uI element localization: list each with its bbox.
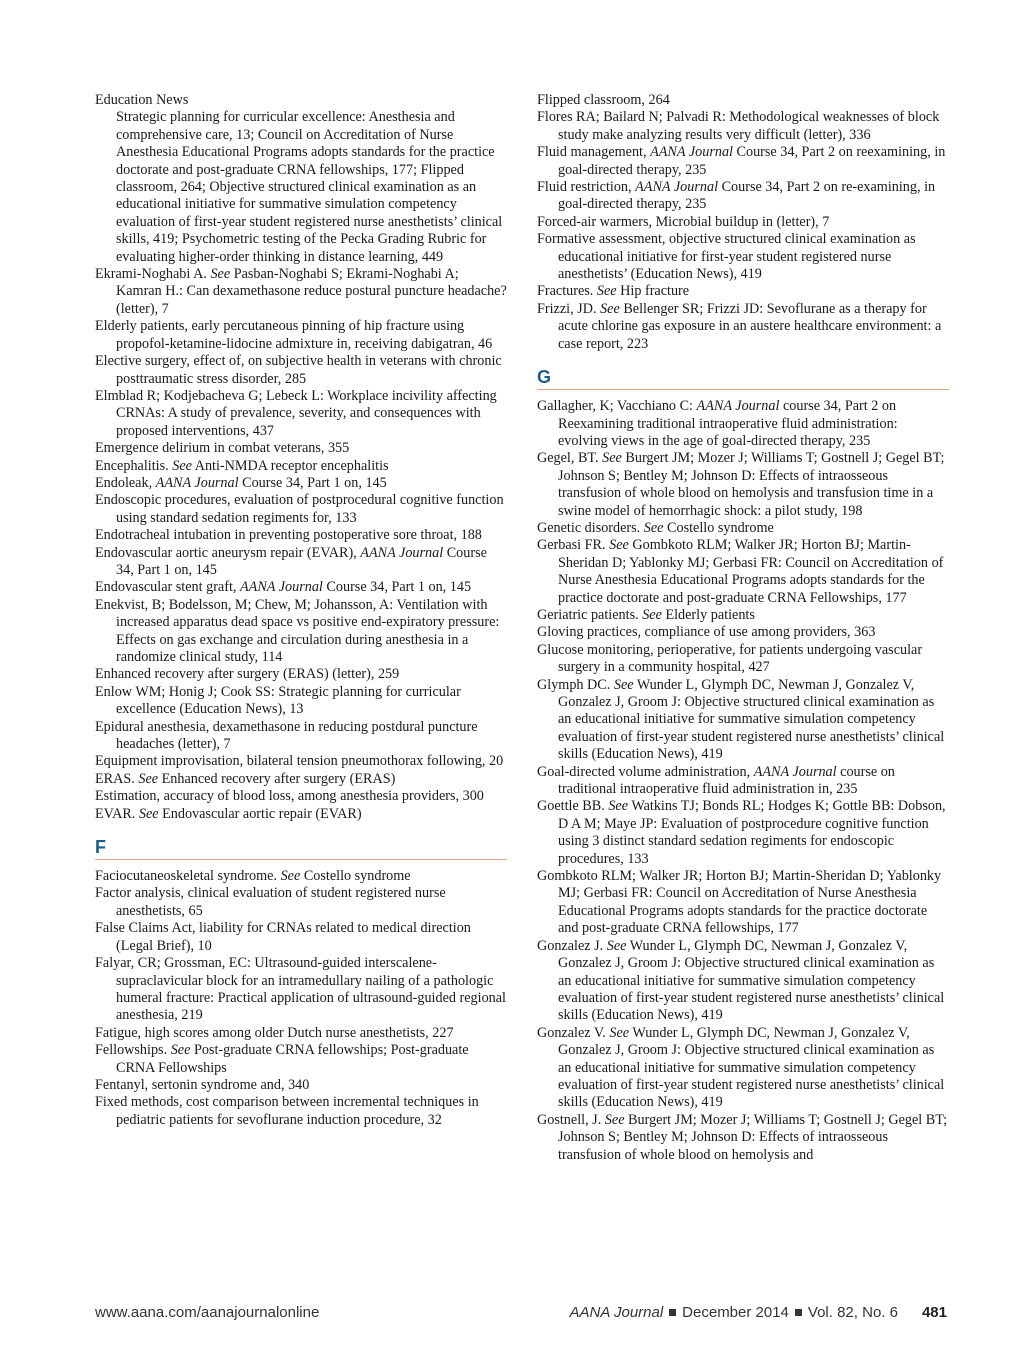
footer-journal: AANA Journal [569,1304,664,1321]
index-entry: Emergence delirium in combat veterans, 355 [95,440,350,457]
footer-volume: Vol. 82, No. 6 [807,1304,898,1321]
index-entry: Formative assessment, objective structured clinical examination as educational initiative for first-year student registered nurse anesthetists’ (Education News), 419 [537,231,916,283]
index-entry: Strategic planning for curricular excellence: Anesthesia and comprehensive care, 13; Council on Accreditation of Nurse Anesthesia Educational Programs adopts standards for the practice doctorate and post-graduate CRNA fellowships, 177; Flipped classroom, 264; Objective structured clinical examination as an educational initiative for summative simulation competency evaluation of first-year student registered nurse anesthetists’ clinical skills, 419; Psychometric testing of the Pecka Grading Rubric for evaluating higher-order thinking in distance learning, 449 [116,109,503,265]
index-entry: EVAR. See Endovascular aortic repair (EVAR) [95,805,362,822]
footer-url: www.aana.com/aanajournalonline [95,1304,320,1321]
index-entry: Geriatric patients. See Elderly patients [537,606,755,623]
index-entry: Gonzalez J. See Wunder L, Glymph DC, Newman J, Gonzalez V, Gonzalez J, Groom J: Objective structured clinical examination as an educational initiative for summative simulation competency evaluation of first-year student registered nurse anesthetists’ clinical skills (Education News), 419 [537,937,945,1024]
index-entry: Flores RA; Bailard N; Palvadi R: Methodological weaknesses of block study make analyzing results very difficult (letter), 336 [537,109,940,143]
right-entries-a [537,92,949,353]
index-entry: Fractures. See Hip fracture [537,283,690,300]
index-entry: Fatigue, high scores among older Dutch nurse anesthetists, 227 [95,1024,454,1041]
separator-square-icon [795,1309,802,1316]
index-entry: Elmblad R; Kodjebacheva G; Lebeck L: Workplace incivility affecting CRNAs: A study of prevalence, severity, and consequences with proposed interventions, 437 [95,387,497,439]
right-column [537,92,949,1164]
page-footer [95,1304,947,1328]
index-entry: Falyar, CR; Grossman, EC: Ultrasound-guided interscalene-supraclavicular block for an intramedullary nailing of a pathologic humeral fracture: Practical application of ultrasound-guided regional anesthesia, 219 [95,955,507,1024]
index-entry: Goettle BB. See Watkins TJ; Bonds RL; Hodges K; Gottle BB: Dobson, D A M; Maye JP: Evaluation of postprocedure cognitive function using 3 distinct standard sedation regiments for endoscopic procedures, 133 [537,798,946,867]
index-entry: Gloving practices, compliance of use among providers, 363 [537,624,876,641]
index-entry: Genetic disorders. See Costello syndrome [537,519,774,536]
index-entry: Epidural anesthesia, dexamethasone in reducing postdural puncture headaches (letter), 7 [95,718,478,753]
index-entry: Fentanyl, sertonin syndrome and, 340 [95,1076,310,1093]
index-entry: Endovascular stent graft, AANA Journal Course 34, Part 1 on, 145 [95,579,472,596]
section-g-letter: G [537,367,552,388]
index-entry: Endoleak, AANA Journal Course 34, Part 1 on, 145 [95,474,387,491]
index-entry: Fellowships. See Post-graduate CRNA fellowships; Post-graduate CRNA Fellowships [95,1042,469,1076]
footer-citation [570,1304,947,1321]
index-entry: Frizzi, JD. See Bellenger SR; Frizzi JD: Sevoflurane as a therapy for acute chlorine gas exposure in an austere healthcare environment: a case report, 223 [537,300,942,352]
index-entry: Endovascular aortic aneurysm repair (EVAR), AANA Journal Course 34, Part 1 on, 145 [95,544,487,578]
index-entry: Forced-air warmers, Microbial buildup in (letter), 7 [537,213,830,230]
index-heading: Education News [95,92,189,108]
index-entry: Gostnell, J. See Burgert JM; Mozer J; Williams T; Gostnell J; Gegel BT; Johnson S; Bentley M; Johnson D: Effects of intraosseous transfusion of whole blood on hemolysis and [537,1111,948,1163]
index-entry: Gonzalez V. See Wunder L, Glymph DC, Newman J, Gonzalez V, Gonzalez J, Groom J: Objective structured clinical examination as an educational initiative for summative simulation competency evaluation of first-year student registered nurse anesthetists’ clinical skills (Education News), 419 [537,1024,945,1111]
separator-square-icon [669,1309,676,1316]
page-number: 481 [921,1304,947,1321]
left-entries-b [95,868,507,1129]
index-entry: Fluid management, AANA Journal Course 34, Part 2 on reexamining, in goal-directed therapy, 235 [537,144,946,178]
index-entry: Equipment improvisation, bilateral tension pneumothorax following, 20 [95,753,504,770]
index-entry: Enekvist, B; Bodelsson, M; Chew, M; Johansson, A: Ventilation with increased apparatus dead space vs positive end-expiratory pressure: Effects on gas exchange and circulation during anesthesia in a randomize clinical study, 114 [95,596,500,665]
index-entry: False Claims Act, liability for CRNAs related to medical direction (Legal Brief), 10 [95,920,471,954]
index-entry: Elective surgery, effect of, on subjective health in veterans with chronic posttraumatic stress disorder, 285 [95,353,502,387]
index-entry: Goal-directed volume administration, AANA Journal course on traditional intraoperative fluid administration in, 235 [537,763,895,798]
index-entry: Fluid restriction, AANA Journal Course 34, Part 2 on re-examining, in goal-directed therapy, 235 [537,179,936,213]
index-entry: Glymph DC. See Wunder L, Glymph DC, Newman J, Gonzalez V, Gonzalez J, Groom J: Objective structured clinical examination as an educational initiative for summative simulation competency evaluation of first-year student registered nurse anesthetists’ clinical skills (Education News), 419 [537,676,945,763]
index-entry: Estimation, accuracy of blood loss, among anesthesia providers, 300 [95,788,484,805]
section-g [537,367,949,390]
index-entry: Glucose monitoring, perioperative, for patients undergoing vascular surgery in a community hospital, 427 [537,641,923,676]
index-entry: Enlow WM; Honig J; Cook SS: Strategic planning for curricular excellence (Education News), 13 [95,683,461,718]
index-entry: Gegel, BT. See Burgert JM; Mozer J; Williams T; Gostnell J; Gegel BT; Johnson S; Bentley M; Johnson D: Effects of intraosseous transfusion of whole blood on hemolysis and transfusion time in a swine model of hemorrhagic shock: a pilot study, 198 [537,450,945,519]
index-entry: Endoscopic procedures, evaluation of postprocedural cognitive function using standard sedation regiments for, 133 [95,492,504,526]
index-entry: Endotracheal intubation in preventing postoperative sore throat, 188 [95,527,482,544]
section-g-rule [537,389,949,390]
section-f-rule [95,859,507,860]
left-entries-a [95,92,507,823]
index-entry: Gallagher, K; Vacchiano C: AANA Journal course 34, Part 2 on Reexamining traditional intraoperative fluid administration: evolving views in the age of goal-directed therapy, 235 [537,398,898,449]
index-entry: ERAS. See Enhanced recovery after surgery (ERAS) [95,770,396,787]
index-entry: Factor analysis, clinical evaluation of student registered nurse anesthetists, 65 [95,885,446,919]
index-entry: Fixed methods, cost comparison between incremental techniques in pediatric patients for sevoflurane induction procedure, 32 [95,1094,479,1128]
index-entry: Encephalitis. See Anti-NMDA receptor encephalitis [95,457,389,474]
index-entry: Ekrami-Noghabi A. See Pasban-Noghabi S; Ekrami-Noghabi A; Kamran H.: Can dexamethasone reduce postural puncture headache? (letter), 7 [95,266,507,317]
index-entry: Gerbasi FR. See Gombkoto RLM; Walker JR; Horton BJ; Martin-Sheridan D; Yablonky MJ; Gerbasi FR: Council on Accreditation of Nurse Anesthesia Educational Programs adopts standards for the practice doctorate and post-graduate CRNA Fellowships, 177 [537,537,944,606]
index-entry: Gombkoto RLM; Walker JR; Horton BJ; Martin-Sheridan D; Yablonky MJ; Gerbasi FR: Council on Accreditation of Nurse Anesthesia Educational Programs adopts standards for the practice doctorate and post-graduate CRNA fellowships, 177 [537,868,942,937]
index-entry: Faciocutaneoskeletal syndrome. See Costello syndrome [95,868,411,885]
right-entries-b [537,398,949,1164]
section-f [95,837,507,860]
left-column [95,92,507,1129]
section-f-letter: F [95,837,106,858]
index-entry: Flipped classroom, 264 [537,92,670,108]
index-entry: Elderly patients, early percutaneous pinning of hip fracture using propofol-ketamine-lidocine admixture in, receiving dabigatran, 46 [95,318,493,352]
footer-date: December 2014 [682,1304,789,1321]
index-entry: Enhanced recovery after surgery (ERAS) (letter), 259 [95,666,400,683]
